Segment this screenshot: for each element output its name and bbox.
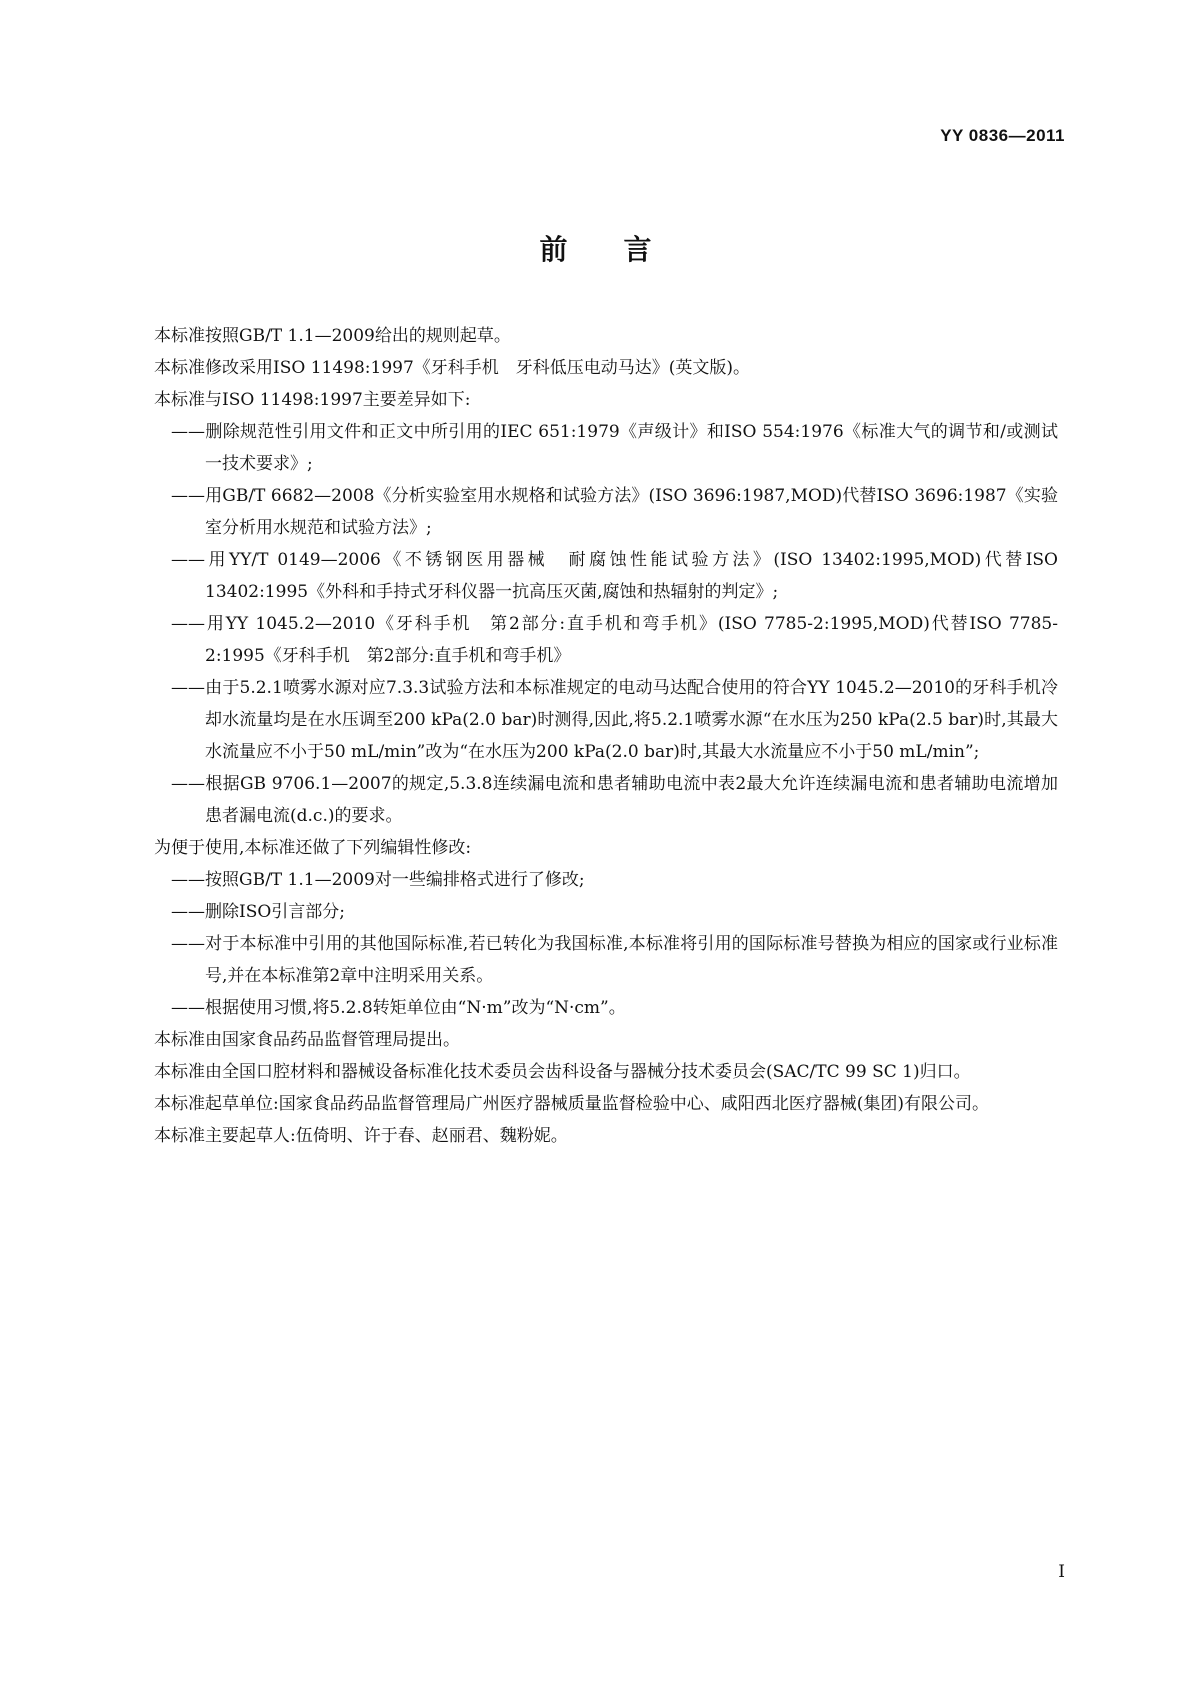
difference-item: ——由于5.2.1喷雾水源对应7.3.3试验方法和本标准规定的电动马达配合使用的符合YY 1045.2—2010的牙科手机冷却水流量均是在水压调至200 kPa(2.0 bar)时测得,因此,将5.2.1喷雾水源“在水压为250 kPa(2.5 bar)时,其最大水流量应不小于50 mL/min”改为“在水压为200 kPa(2.0 bar)时,其最大水流量应不小于50 mL/min”; [171, 678, 1058, 762]
difference-item: ——删除规范性引用文件和正文中所引用的IEC 651:1979《声级计》和ISO 554:1976《标准大气的调节和/或测试一技术要求》; [171, 422, 1058, 474]
difference-item: ——根据GB 9706.1—2007的规定,5.3.8连续漏电流和患者辅助电流中表2最大允许连续漏电流和患者辅助电流增加患者漏电流(d.c.)的要求。 [171, 774, 1058, 826]
paragraph-proposer: 本标准由国家食品药品监督管理局提出。 [154, 1030, 460, 1050]
paragraph-drafting-units: 本标准起草单位:国家食品药品监督管理局广州医疗器械质量监督检验中心、咸阳西北医疗器械(集团)有限公司。 [154, 1094, 989, 1114]
paragraph-editorial-intro: 为便于使用,本标准还做了下列编辑性修改: [154, 838, 472, 858]
editorial-item: ——对于本标准中引用的其他国际标准,若已转化为我国标准,本标准将引用的国际标准号替换为相应的国家或行业标准号,并在本标准第2章中注明采用关系。 [171, 934, 1058, 986]
paragraph-drafting-rules: 本标准按照GB/T 1.1—2009给出的规则起草。 [154, 326, 511, 346]
paragraph-differences-intro: 本标准与ISO 11498:1997主要差异如下: [154, 390, 471, 410]
paragraph-adoption: 本标准修改采用ISO 11498:1997《牙科手机 牙科低压电动马达》(英文版)。 [154, 358, 751, 378]
editorial-item: ——根据使用习惯,将5.2.8转矩单位由“N·m”改为“N·cm”。 [171, 998, 626, 1018]
difference-item: ——用YY 1045.2—2010《牙科手机 第2部分:直手机和弯手机》(ISO 7785-2:1995,MOD)代替ISO 7785-2:1995《牙科手机 第2部分:直手机和弯手机》 [171, 614, 1058, 666]
paragraph-centralized: 本标准由全国口腔材料和器械设备标准化技术委员会齿科设备与器械分技术委员会(SAC/TC 99 SC 1)归口。 [154, 1062, 971, 1082]
page-title: 前言 [539, 233, 708, 266]
document-code: YY 0836—2011 [940, 126, 1065, 145]
foreword-body [120, 320, 1058, 1152]
paragraph-drafters: 本标准主要起草人:伍倚明、许于春、赵丽君、魏粉妮。 [154, 1126, 568, 1146]
editorial-item: ——删除ISO引言部分; [171, 902, 346, 922]
difference-item: ——用GB/T 6682—2008《分析实验室用水规格和试验方法》(ISO 3696:1987,MOD)代替ISO 3696:1987《实验室分析用水规范和试验方法》; [171, 486, 1058, 538]
page-number: I [1058, 1562, 1065, 1582]
difference-item: ——用YY/T 0149—2006《不锈钢医用器械 耐腐蚀性能试验方法》(ISO 13402:1995,MOD)代替ISO 13402:1995《外科和手持式牙科仪器一抗高压灭菌,腐蚀和热辐射的判定》; [171, 550, 1058, 602]
editorial-item: ——按照GB/T 1.1—2009对一些编排格式进行了修改; [171, 870, 585, 890]
